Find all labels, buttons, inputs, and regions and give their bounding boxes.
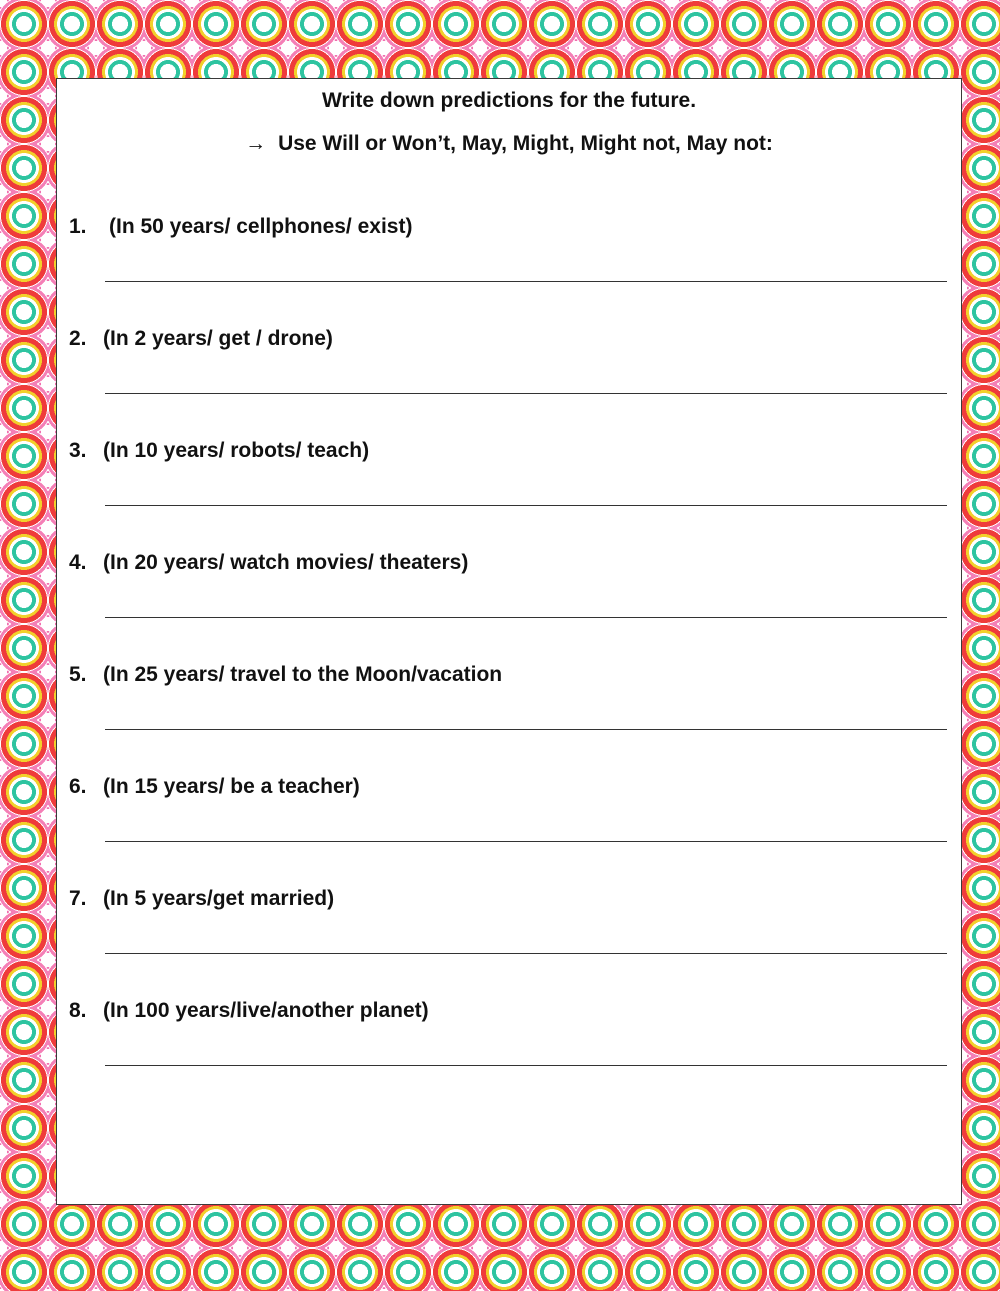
answer-line[interactable] <box>105 841 947 842</box>
question-item-5 <box>69 663 947 763</box>
question-number: 3. <box>69 439 87 462</box>
question-item-4 <box>69 551 947 651</box>
question-prompt: (In 20 years/ watch movies/ theaters) <box>103 551 469 574</box>
answer-line[interactable] <box>105 617 947 618</box>
answer-line[interactable] <box>105 729 947 730</box>
question-number: 6. <box>69 775 87 798</box>
question-prompt: (In 10 years/ robots/ teach) <box>103 439 370 462</box>
answer-line[interactable] <box>105 505 947 506</box>
question-number: 2. <box>69 327 87 350</box>
answer-line[interactable] <box>105 281 947 282</box>
question-prompt: (In 5 years/get married) <box>103 887 335 910</box>
question-number: 5. <box>69 663 87 686</box>
answer-line[interactable] <box>105 393 947 394</box>
question-item-7 <box>69 887 947 987</box>
arrow-right-icon: → <box>245 132 267 155</box>
question-item-3 <box>69 439 947 539</box>
question-item-2 <box>69 327 947 427</box>
question-prompt: (In 25 years/ travel to the Moon/vacation <box>103 663 503 686</box>
worksheet-page <box>56 78 962 1205</box>
question-prompt: (In 100 years/live/another planet) <box>103 999 429 1022</box>
worksheet-title: Write down predictions for the future. <box>321 89 697 112</box>
question-item-8 <box>69 999 947 1099</box>
question-prompt: (In 15 years/ be a teacher) <box>103 775 360 798</box>
question-prompt: (In 50 years/ cellphones/ exist) <box>109 215 413 238</box>
worksheet-instruction <box>57 132 961 156</box>
question-item-6 <box>69 775 947 875</box>
question-item-1 <box>69 215 947 315</box>
question-number: 4. <box>69 551 87 574</box>
instruction-text: Use Will or Won’t, May, Might, Might not, May not: <box>278 132 773 155</box>
answer-line[interactable] <box>105 1065 947 1066</box>
question-prompt: (In 2 years/ get / drone) <box>103 327 333 350</box>
question-number: 8. <box>69 999 87 1022</box>
question-number: 1. <box>69 215 87 238</box>
question-number: 7. <box>69 887 87 910</box>
answer-line[interactable] <box>105 953 947 954</box>
